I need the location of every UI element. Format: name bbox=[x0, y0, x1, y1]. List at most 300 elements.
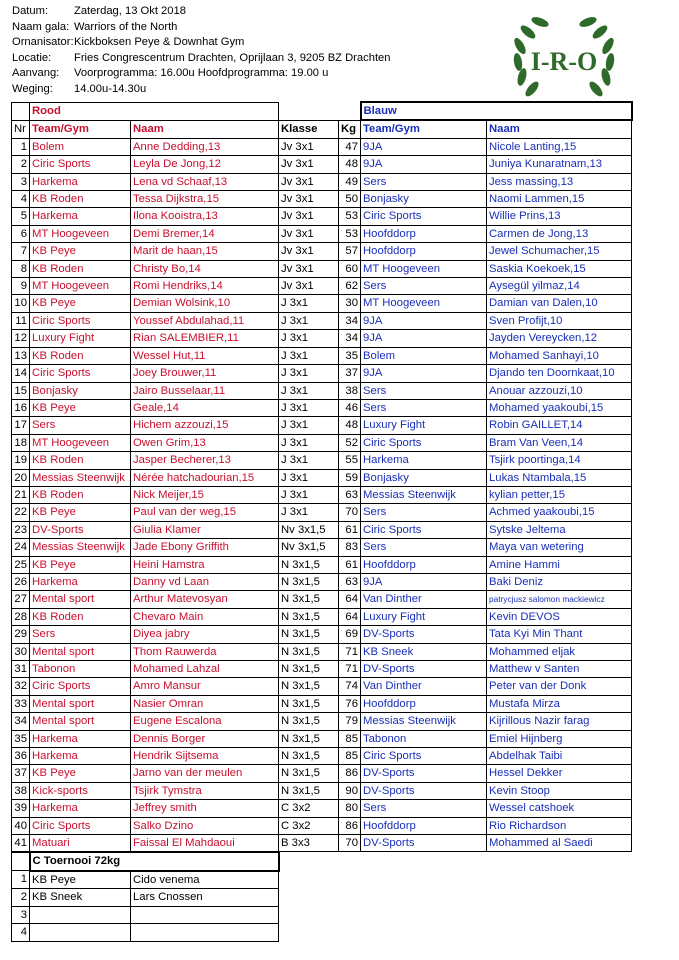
fight-row bbox=[12, 817, 632, 834]
red-naam: Romi Hendriks,14 bbox=[131, 278, 279, 295]
fight-nr: 16 bbox=[12, 399, 30, 416]
blue-team: Tabonon bbox=[361, 730, 487, 747]
kg: 61 bbox=[339, 521, 361, 538]
red-team: KB Roden bbox=[30, 608, 131, 625]
red-team: KB Roden bbox=[30, 260, 131, 277]
red-team: Tabonon bbox=[30, 661, 131, 678]
blue-naam: Emiel Hijnberg bbox=[487, 730, 632, 747]
blue-naam: Aysegül yilmaz,14 bbox=[487, 278, 632, 295]
red-naam: Marit de haan,15 bbox=[131, 243, 279, 260]
kg: 86 bbox=[339, 765, 361, 782]
red-team: MT Hoogeveen bbox=[30, 434, 131, 451]
toernooi-spacer bbox=[12, 852, 30, 871]
fight-nr: 18 bbox=[12, 434, 30, 451]
kg: 63 bbox=[339, 486, 361, 503]
red-team: Bolem bbox=[30, 138, 131, 155]
blue-naam: Abdelhak Taibi bbox=[487, 748, 632, 765]
klasse: N 3x1,5 bbox=[279, 591, 339, 608]
fight-row bbox=[12, 278, 632, 295]
blue-naam: Achmed yaakoubi,15 bbox=[487, 504, 632, 521]
blue-naam: Naomi Lammen,15 bbox=[487, 191, 632, 208]
red-naam: Demi Bremer,14 bbox=[131, 225, 279, 242]
red-naam: Nasier Omran bbox=[131, 695, 279, 712]
red-team: Harkema bbox=[30, 573, 131, 590]
fight-row bbox=[12, 452, 632, 469]
red-naam: Jade Ebony Griffith bbox=[131, 539, 279, 556]
red-naam: Paul van der weg,15 bbox=[131, 504, 279, 521]
klasse: Nv 3x1,5 bbox=[279, 539, 339, 556]
fight-row bbox=[12, 225, 632, 242]
klasse: N 3x1,5 bbox=[279, 661, 339, 678]
blue-team: Messias Steenwijk bbox=[361, 713, 487, 730]
kg: 52 bbox=[339, 434, 361, 451]
fight-row bbox=[12, 208, 632, 225]
kg: 64 bbox=[339, 608, 361, 625]
klasse: N 3x1,5 bbox=[279, 556, 339, 573]
klasse: J 3x1 bbox=[279, 399, 339, 416]
blue-team: Luxury Fight bbox=[361, 417, 487, 434]
kg: 90 bbox=[339, 782, 361, 799]
fight-nr: 1 bbox=[12, 138, 30, 155]
blue-team: DV-Sports bbox=[361, 661, 487, 678]
klasse: J 3x1 bbox=[279, 347, 339, 364]
blue-team: Bonjasky bbox=[361, 469, 487, 486]
red-naam: Eugene Escalona bbox=[131, 713, 279, 730]
kg: 48 bbox=[339, 156, 361, 173]
fight-row bbox=[12, 330, 632, 347]
kg: 38 bbox=[339, 382, 361, 399]
blue-naam: Baki Deniz bbox=[487, 573, 632, 590]
fight-row bbox=[12, 521, 632, 538]
red-team: Mental sport bbox=[30, 591, 131, 608]
blue-naam: Mohamed Sanhayi,10 bbox=[487, 347, 632, 364]
fight-row bbox=[12, 782, 632, 799]
kg: 57 bbox=[339, 243, 361, 260]
klasse: Nv 3x1,5 bbox=[279, 521, 339, 538]
blue-team: 9JA bbox=[361, 156, 487, 173]
toernooi-team bbox=[30, 906, 131, 924]
toernooi-table bbox=[11, 851, 280, 942]
fight-nr: 6 bbox=[12, 225, 30, 242]
blue-naam: Lukas Ntambala,15 bbox=[487, 469, 632, 486]
blue-team: Harkema bbox=[361, 452, 487, 469]
blue-naam: Nicole Lanting,15 bbox=[487, 138, 632, 155]
red-team: Harkema bbox=[30, 748, 131, 765]
blue-naam: Damian van Dalen,10 bbox=[487, 295, 632, 312]
kg: 86 bbox=[339, 817, 361, 834]
fight-row bbox=[12, 399, 632, 416]
blue-team: Sers bbox=[361, 800, 487, 817]
blue-naam: Juniya Kunaratnam,13 bbox=[487, 156, 632, 173]
red-team: DV-Sports bbox=[30, 521, 131, 538]
fight-nr: 33 bbox=[12, 695, 30, 712]
red-naam: Owen Grim,13 bbox=[131, 434, 279, 451]
col-blue-team-header: Team/Gym bbox=[361, 120, 487, 138]
fight-nr: 27 bbox=[12, 591, 30, 608]
fight-row bbox=[12, 295, 632, 312]
blue-team: Ciric Sports bbox=[361, 208, 487, 225]
datum-value: Zaterdag, 13 Okt 2018 bbox=[74, 5, 186, 17]
blue-team: Ciric Sports bbox=[361, 748, 487, 765]
kg: 83 bbox=[339, 539, 361, 556]
fight-row bbox=[12, 713, 632, 730]
blue-team: 9JA bbox=[361, 365, 487, 382]
fight-nr: 13 bbox=[12, 347, 30, 364]
kg: 85 bbox=[339, 748, 361, 765]
toernooi-row bbox=[12, 871, 279, 889]
kg: 69 bbox=[339, 626, 361, 643]
blue-team: DV-Sports bbox=[361, 835, 487, 852]
klasse: C 3x2 bbox=[279, 817, 339, 834]
red-team: Harkema bbox=[30, 173, 131, 190]
fight-row bbox=[12, 243, 632, 260]
rood-label: Rood bbox=[30, 102, 279, 120]
blue-team: Sers bbox=[361, 173, 487, 190]
klasse: N 3x1,5 bbox=[279, 695, 339, 712]
fight-row bbox=[12, 556, 632, 573]
aanvang-label: Aanvang: bbox=[12, 67, 60, 79]
blue-naam: Djando ten Doornkaat,10 bbox=[487, 365, 632, 382]
weging-row bbox=[12, 82, 391, 98]
blue-naam: Rio Richardson bbox=[487, 817, 632, 834]
blue-naam: Maya van wetering bbox=[487, 539, 632, 556]
blue-naam: Mohammed eljak bbox=[487, 643, 632, 660]
fight-nr: 24 bbox=[12, 539, 30, 556]
fight-nr: 36 bbox=[12, 748, 30, 765]
toernooi-nr: 1 bbox=[12, 871, 30, 889]
kg: 60 bbox=[339, 260, 361, 277]
col-red-naam-header: Naam bbox=[131, 120, 279, 138]
organisator-value: Kickboksen Peye & Downhat Gym bbox=[74, 36, 245, 48]
kg: 76 bbox=[339, 695, 361, 712]
klasse: N 3x1,5 bbox=[279, 678, 339, 695]
blue-team: Bonjasky bbox=[361, 191, 487, 208]
kg: 71 bbox=[339, 643, 361, 660]
fight-nr: 23 bbox=[12, 521, 30, 538]
red-naam: Geale,14 bbox=[131, 399, 279, 416]
corner-gap bbox=[279, 102, 361, 120]
kg: 49 bbox=[339, 173, 361, 190]
klasse: N 3x1,5 bbox=[279, 626, 339, 643]
toernooi-naam bbox=[131, 924, 279, 942]
kg: 71 bbox=[339, 661, 361, 678]
klasse: J 3x1 bbox=[279, 452, 339, 469]
kg: 34 bbox=[339, 312, 361, 329]
fight-nr: 29 bbox=[12, 626, 30, 643]
fight-row bbox=[12, 260, 632, 277]
klasse: Jv 3x1 bbox=[279, 260, 339, 277]
col-blue-naam-header: Naam bbox=[487, 120, 632, 138]
klasse: N 3x1,5 bbox=[279, 573, 339, 590]
fight-nr: 31 bbox=[12, 661, 30, 678]
red-team: Harkema bbox=[30, 800, 131, 817]
klasse: J 3x1 bbox=[279, 382, 339, 399]
fight-nr: 19 bbox=[12, 452, 30, 469]
klasse: Jv 3x1 bbox=[279, 225, 339, 242]
klasse: Jv 3x1 bbox=[279, 243, 339, 260]
red-naam: Nick Meijer,15 bbox=[131, 486, 279, 503]
blue-naam: Kevin DEVOS bbox=[487, 608, 632, 625]
col-red-team-header: Team/Gym bbox=[30, 120, 131, 138]
fight-nr: 4 bbox=[12, 191, 30, 208]
kg: 47 bbox=[339, 138, 361, 155]
toernooi-team: KB Peye bbox=[30, 871, 131, 889]
kg: 80 bbox=[339, 800, 361, 817]
fight-row bbox=[12, 312, 632, 329]
kg: 46 bbox=[339, 399, 361, 416]
red-naam: Ilona Kooistra,13 bbox=[131, 208, 279, 225]
red-team: Mental sport bbox=[30, 713, 131, 730]
red-team: KB Roden bbox=[30, 452, 131, 469]
red-team: Mental sport bbox=[30, 695, 131, 712]
red-team: Matuari bbox=[30, 835, 131, 852]
column-header-row bbox=[12, 120, 632, 138]
kg: 30 bbox=[339, 295, 361, 312]
blue-naam: Peter van der Donk bbox=[487, 678, 632, 695]
logo-text: I-R-O bbox=[530, 47, 598, 76]
fight-row bbox=[12, 573, 632, 590]
red-team: Sers bbox=[30, 417, 131, 434]
fight-nr: 15 bbox=[12, 382, 30, 399]
blue-team: DV-Sports bbox=[361, 765, 487, 782]
klasse: Jv 3x1 bbox=[279, 278, 339, 295]
toernooi-title: C Toernooi 72kg bbox=[30, 852, 279, 871]
blue-team: MT Hoogeveen bbox=[361, 295, 487, 312]
red-team: Luxury Fight bbox=[30, 330, 131, 347]
kg: 53 bbox=[339, 225, 361, 242]
organisator-row bbox=[12, 35, 391, 51]
fight-nr: 35 bbox=[12, 730, 30, 747]
fight-row bbox=[12, 382, 632, 399]
red-naam: Wessel Hut,11 bbox=[131, 347, 279, 364]
red-naam: Jasper Becherer,13 bbox=[131, 452, 279, 469]
fight-nr: 12 bbox=[12, 330, 30, 347]
klasse: Jv 3x1 bbox=[279, 156, 339, 173]
gala-row bbox=[12, 20, 391, 36]
klasse: N 3x1,5 bbox=[279, 608, 339, 625]
kg: 50 bbox=[339, 191, 361, 208]
fight-nr: 14 bbox=[12, 365, 30, 382]
red-team: Bonjasky bbox=[30, 382, 131, 399]
red-naam: Amro Mansur bbox=[131, 678, 279, 695]
toernooi-team bbox=[30, 924, 131, 942]
fight-nr: 21 bbox=[12, 486, 30, 503]
red-team: KB Roden bbox=[30, 486, 131, 503]
klasse: N 3x1,5 bbox=[279, 782, 339, 799]
blue-team: Messias Steenwijk bbox=[361, 486, 487, 503]
klasse: N 3x1,5 bbox=[279, 643, 339, 660]
fight-row bbox=[12, 730, 632, 747]
red-naam: Jarno van der meulen bbox=[131, 765, 279, 782]
red-naam: Joey Brouwer,11 bbox=[131, 365, 279, 382]
blue-naam: Kevin Stoop bbox=[487, 782, 632, 799]
fight-nr: 17 bbox=[12, 417, 30, 434]
red-team: KB Roden bbox=[30, 191, 131, 208]
kg: 37 bbox=[339, 365, 361, 382]
klasse: J 3x1 bbox=[279, 295, 339, 312]
red-team: Mental sport bbox=[30, 643, 131, 660]
red-naam: Tsjirk Tymstra bbox=[131, 782, 279, 799]
fight-nr: 22 bbox=[12, 504, 30, 521]
blue-team: Hoofddorp bbox=[361, 556, 487, 573]
fight-row bbox=[12, 417, 632, 434]
locatie-value: Fries Congrescentrum Drachten, Oprijlaan 3, 9205 BZ Drachten bbox=[74, 51, 391, 64]
fight-nr: 9 bbox=[12, 278, 30, 295]
blue-team: 9JA bbox=[361, 330, 487, 347]
fight-row bbox=[12, 469, 632, 486]
blue-team: 9JA bbox=[361, 138, 487, 155]
klasse: J 3x1 bbox=[279, 365, 339, 382]
kg: 59 bbox=[339, 469, 361, 486]
red-naam: Anne Dedding,13 bbox=[131, 138, 279, 155]
toernooi-naam: Lars Cnossen bbox=[131, 889, 279, 907]
blue-team: Sers bbox=[361, 382, 487, 399]
red-team: Messias Steenwijk bbox=[30, 469, 131, 486]
blauw-label: Blauw bbox=[361, 102, 632, 120]
weging-label: Weging: bbox=[12, 82, 53, 95]
blue-naam: Bram Van Veen,14 bbox=[487, 434, 632, 451]
blue-team: 9JA bbox=[361, 312, 487, 329]
red-team: MT Hoogeveen bbox=[30, 278, 131, 295]
fight-row bbox=[12, 591, 632, 608]
blue-naam: Mustafa Mirza bbox=[487, 695, 632, 712]
fight-row bbox=[12, 347, 632, 364]
klasse: N 3x1,5 bbox=[279, 765, 339, 782]
blue-naam: Tsjirk poortinga,14 bbox=[487, 452, 632, 469]
kg: 63 bbox=[339, 573, 361, 590]
fight-row bbox=[12, 191, 632, 208]
fight-row bbox=[12, 661, 632, 678]
fight-nr: 2 bbox=[12, 156, 30, 173]
fight-row bbox=[12, 173, 632, 190]
klasse: J 3x1 bbox=[279, 330, 339, 347]
kg: 48 bbox=[339, 417, 361, 434]
klasse: Jv 3x1 bbox=[279, 191, 339, 208]
toernooi-nr: 2 bbox=[12, 889, 30, 907]
fight-nr: 37 bbox=[12, 765, 30, 782]
kg: 34 bbox=[339, 330, 361, 347]
klasse: J 3x1 bbox=[279, 504, 339, 521]
red-team: KB Peye bbox=[30, 295, 131, 312]
klasse: N 3x1,5 bbox=[279, 730, 339, 747]
red-team: Messias Steenwijk bbox=[30, 539, 131, 556]
klasse: J 3x1 bbox=[279, 417, 339, 434]
toernooi-row bbox=[12, 889, 279, 907]
fight-row bbox=[12, 156, 632, 173]
blue-team: Luxury Fight bbox=[361, 608, 487, 625]
blue-naam: Tata Kyi Min Thant bbox=[487, 626, 632, 643]
fight-nr: 26 bbox=[12, 573, 30, 590]
red-team: KB Peye bbox=[30, 399, 131, 416]
blue-naam: Mohammed al Saedi bbox=[487, 835, 632, 852]
blue-team: MT Hoogeveen bbox=[361, 260, 487, 277]
blue-naam: Mohamed yaakoubi,15 bbox=[487, 399, 632, 416]
fight-row bbox=[12, 486, 632, 503]
klasse: Jv 3x1 bbox=[279, 138, 339, 155]
blue-team: Bolem bbox=[361, 347, 487, 364]
toernooi-team: KB Sneek bbox=[30, 889, 131, 907]
fight-nr: 5 bbox=[12, 208, 30, 225]
red-naam: Dennis Borger bbox=[131, 730, 279, 747]
blue-naam: patrycjusz salomon mackiewicz bbox=[487, 591, 632, 608]
blue-team: DV-Sports bbox=[361, 782, 487, 799]
datum-row bbox=[12, 4, 391, 20]
klasse: J 3x1 bbox=[279, 486, 339, 503]
red-team: Harkema bbox=[30, 208, 131, 225]
col-nr-header: Nr bbox=[12, 120, 30, 138]
blue-team: DV-Sports bbox=[361, 626, 487, 643]
red-team: Sers bbox=[30, 626, 131, 643]
kg: 70 bbox=[339, 504, 361, 521]
red-team: KB Peye bbox=[30, 556, 131, 573]
red-naam: Faissal El Mahdaoui bbox=[131, 835, 279, 852]
iro-laurel-logo bbox=[504, 14, 624, 100]
fight-row bbox=[12, 539, 632, 556]
red-team: Ciric Sports bbox=[30, 817, 131, 834]
blue-team: KB Sneek bbox=[361, 643, 487, 660]
fight-row bbox=[12, 608, 632, 625]
fight-nr: 3 bbox=[12, 173, 30, 190]
gala-label: Naam gala: bbox=[12, 20, 70, 33]
blue-naam: kylian petter,15 bbox=[487, 486, 632, 503]
blue-team: Hoofddorp bbox=[361, 243, 487, 260]
weging-value: 14.00u-14.30u bbox=[74, 82, 147, 95]
toernooi-row bbox=[12, 906, 279, 924]
fight-nr: 38 bbox=[12, 782, 30, 799]
fight-nr: 11 bbox=[12, 312, 30, 329]
red-naam: Hendrik Sijtsema bbox=[131, 748, 279, 765]
blue-naam: Kijrillous Nazir farag bbox=[487, 713, 632, 730]
klasse: Jv 3x1 bbox=[279, 208, 339, 225]
col-kg-header: Kg bbox=[339, 120, 361, 138]
fight-row bbox=[12, 643, 632, 660]
red-naam: Heini Hamstra bbox=[131, 556, 279, 573]
event-header bbox=[12, 4, 391, 97]
fight-nr: 10 bbox=[12, 295, 30, 312]
toernooi-naam bbox=[131, 906, 279, 924]
blue-naam: Robin GAILLET,14 bbox=[487, 417, 632, 434]
red-naam: Mohamed Lahzal bbox=[131, 661, 279, 678]
red-team: Harkema bbox=[30, 730, 131, 747]
red-team: Ciric Sports bbox=[30, 156, 131, 173]
fight-nr: 28 bbox=[12, 608, 30, 625]
fight-card-table bbox=[11, 101, 633, 852]
blue-naam: Wessel catshoek bbox=[487, 800, 632, 817]
toernooi-nr: 4 bbox=[12, 924, 30, 942]
red-team: Ciric Sports bbox=[30, 312, 131, 329]
red-naam: Lena vd Schaaf,13 bbox=[131, 173, 279, 190]
red-naam: Salko Dzino bbox=[131, 817, 279, 834]
fight-row bbox=[12, 138, 632, 155]
blue-team: Van Dinther bbox=[361, 591, 487, 608]
kg: 70 bbox=[339, 835, 361, 852]
corner-header-row bbox=[12, 102, 632, 120]
kg: 79 bbox=[339, 713, 361, 730]
blue-team: Sers bbox=[361, 278, 487, 295]
fight-nr: 34 bbox=[12, 713, 30, 730]
red-naam: Jairo Busselaar,11 bbox=[131, 382, 279, 399]
blue-team: Ciric Sports bbox=[361, 521, 487, 538]
red-team: MT Hoogeveen bbox=[30, 225, 131, 242]
klasse: B 3x3 bbox=[279, 835, 339, 852]
locatie-label: Locatie: bbox=[12, 51, 52, 64]
blue-naam: Jayden Vereycken,12 bbox=[487, 330, 632, 347]
col-klasse-header: Klasse bbox=[279, 120, 339, 138]
fight-nr: 32 bbox=[12, 678, 30, 695]
blue-team: Hoofddorp bbox=[361, 695, 487, 712]
kg: 61 bbox=[339, 556, 361, 573]
kg: 55 bbox=[339, 452, 361, 469]
